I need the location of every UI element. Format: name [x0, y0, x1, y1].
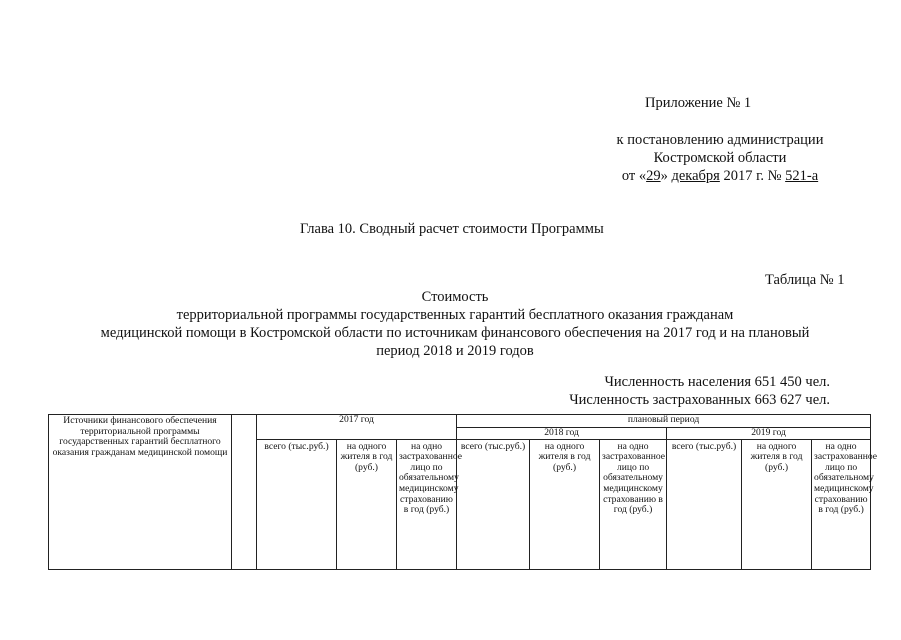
per-resident-2018-header: на одного жителя в год (руб.): [530, 439, 600, 569]
heading-line-4: период 2018 и 2019 годов: [376, 343, 534, 359]
resolution-line: к постановлению администрации: [616, 132, 824, 148]
heading-line-3: медицинской помощи в Костромской области по источникам финансового обеспечения на 2017 год и на плановый: [100, 325, 810, 341]
chapter-title: Глава 10. Сводный расчет стоимости Программы: [300, 221, 604, 237]
planned-period-header: плановый период: [457, 415, 871, 428]
resolution-date-line: от «29» декабря 2017 г. № 521-а: [621, 168, 819, 184]
blank-column-cell: [232, 415, 257, 570]
resolution-month: декабря: [671, 168, 720, 184]
document-heading: [40, 288, 870, 360]
heading-line-1: Стоимость: [421, 289, 489, 305]
total-2017-header: всего (тыс.руб.): [257, 439, 337, 569]
resolution-number: 521-а: [785, 168, 819, 184]
year-2017-header: 2017 год: [257, 415, 457, 440]
year-2018-header: 2018 год: [457, 428, 667, 440]
population-line: Численность населения 651 450 чел.: [604, 374, 830, 390]
table-number: Таблица № 1: [765, 272, 845, 288]
source-header-cell: [49, 415, 232, 570]
resolution-day: 29: [646, 168, 661, 184]
per-insured-2017-header: на одно застрахованное лицо по обязательному медицинскому страхованию в год (руб.): [397, 439, 457, 569]
source-header: Источники финансового обеспечения территориальной программы государственных гарантий бесплатного оказания гражданам медицинской помощи: [52, 415, 228, 458]
region-line: Костромской области: [653, 150, 787, 166]
resolution-reference: [560, 131, 880, 185]
heading-line-2: территориальной программы государственных гарантий бесплатного оказания гражданам: [176, 307, 734, 323]
cost-table: [48, 414, 878, 570]
per-insured-2018-header: на одно застрахованное лицо по обязательному медицинскому страхованию в год (руб.): [600, 439, 667, 569]
per-resident-2017-header: на одного жителя в год (руб.): [337, 439, 397, 569]
year-2019-header: 2019 год: [667, 428, 871, 440]
insured-line: Численность застрахованных 663 627 чел.: [569, 392, 830, 408]
per-insured-2019-header: на одно застрахованное лицо по обязательному медицинскому страхованию в год (руб.): [812, 439, 871, 569]
total-2018-header: всего (тыс.руб.): [457, 439, 530, 569]
per-resident-2019-header: на одного жителя в год (руб.): [742, 439, 812, 569]
appendix-title: Приложение № 1: [645, 95, 752, 111]
total-2019-header: всего (тыс.руб.): [667, 439, 742, 569]
